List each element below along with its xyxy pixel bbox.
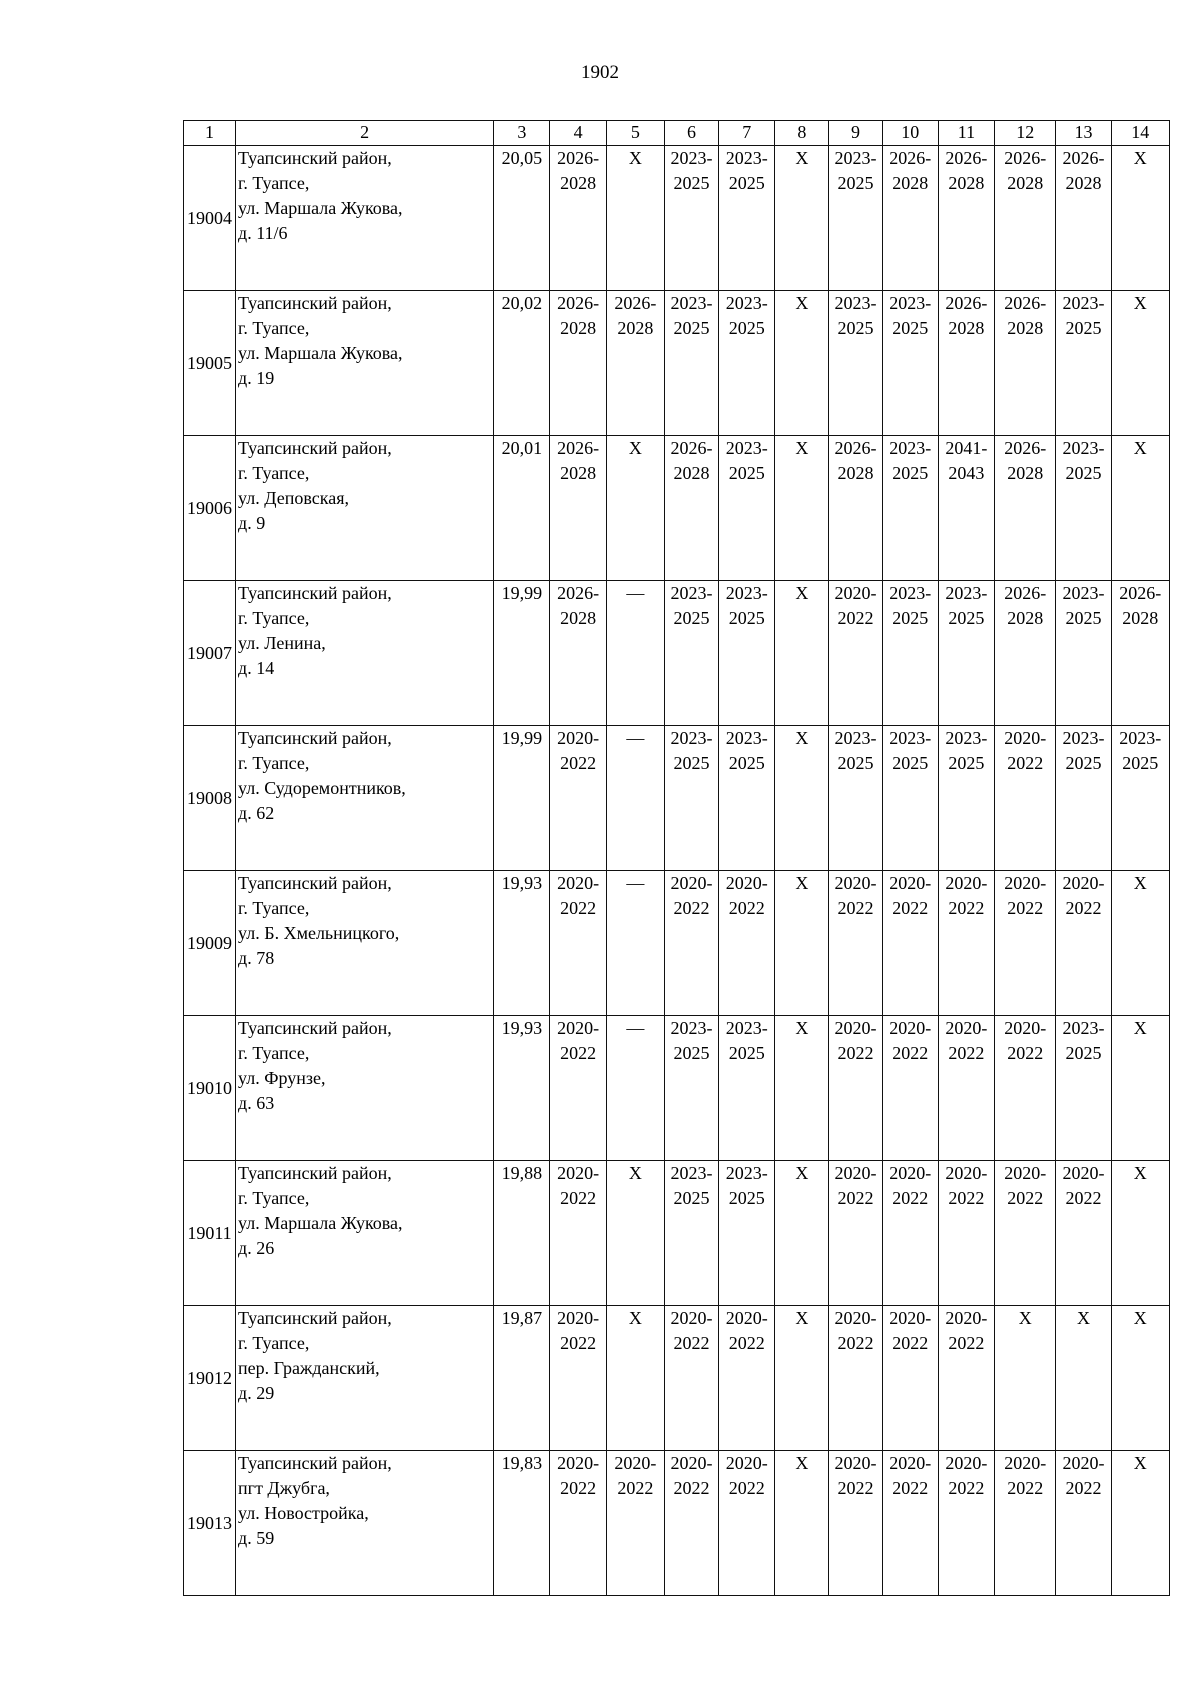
column-header: 1	[184, 121, 236, 146]
address-line: Туапсинский район,	[238, 1163, 392, 1183]
period-cell: 2020- 2022	[938, 1451, 994, 1596]
period-cell: 2020- 2022	[882, 1306, 938, 1451]
address-line: д. 62	[238, 803, 275, 823]
period-cell: X	[775, 1451, 829, 1596]
period-cell: 2023- 2025	[882, 581, 938, 726]
period-cell: 2026- 2028	[1111, 581, 1169, 726]
period-cell: 2023- 2025	[938, 726, 994, 871]
address-cell	[236, 1161, 494, 1306]
value-cell: 19,83	[494, 1451, 550, 1596]
value-cell: 20,05	[494, 146, 550, 291]
address-cell	[236, 1451, 494, 1596]
address-line: Туапсинский район,	[238, 438, 392, 458]
period-cell: 2020- 2022	[882, 1161, 938, 1306]
period-cell: 2020- 2022	[550, 1451, 606, 1596]
address-line: ул. Новостройка,	[238, 1503, 369, 1523]
period-cell: 2020- 2022	[995, 871, 1056, 1016]
period-cell: 2026- 2028	[829, 436, 882, 581]
column-header: 10	[882, 121, 938, 146]
period-cell: X	[1111, 1161, 1169, 1306]
value-cell: 20,02	[494, 291, 550, 436]
address-cell	[236, 871, 494, 1016]
period-cell: 2026- 2028	[550, 146, 606, 291]
address-line: Туапсинский район,	[238, 1018, 392, 1038]
row-number: 19005	[184, 291, 236, 436]
period-cell: 2020- 2022	[995, 1161, 1056, 1306]
address-line: д. 9	[238, 513, 266, 533]
period-cell: 2023- 2025	[719, 436, 775, 581]
period-cell: 2020- 2022	[829, 1016, 882, 1161]
address-line: Туапсинский район,	[238, 148, 392, 168]
period-cell: 2020- 2022	[1056, 1451, 1111, 1596]
row-number: 19009	[184, 871, 236, 1016]
address-line: г. Туапсе,	[238, 1188, 310, 1208]
address-line: г. Туапсе,	[238, 318, 310, 338]
column-header: 9	[829, 121, 882, 146]
period-cell: 2026- 2028	[882, 146, 938, 291]
address-line: г. Туапсе,	[238, 1043, 310, 1063]
value-cell: 19,99	[494, 726, 550, 871]
column-header: 5	[606, 121, 664, 146]
period-cell: 2026- 2028	[938, 146, 994, 291]
period-cell: X	[775, 871, 829, 1016]
address-cell	[236, 581, 494, 726]
period-cell: X	[775, 291, 829, 436]
period-cell: 2023- 2025	[829, 726, 882, 871]
address-line: ул. Деповская,	[238, 488, 349, 508]
period-cell: 2020- 2022	[606, 1451, 664, 1596]
period-cell: 2023- 2025	[719, 1016, 775, 1161]
table-row	[184, 726, 1170, 871]
address-line: г. Туапсе,	[238, 608, 310, 628]
address-cell	[236, 726, 494, 871]
period-cell: 2020- 2022	[829, 1451, 882, 1596]
period-cell: 2023- 2025	[719, 146, 775, 291]
period-cell: 2023- 2025	[1111, 726, 1169, 871]
period-cell: 2020- 2022	[1056, 1161, 1111, 1306]
row-number: 19008	[184, 726, 236, 871]
column-header: 6	[664, 121, 718, 146]
address-line: Туапсинский район,	[238, 1453, 392, 1473]
address-line: г. Туапсе,	[238, 898, 310, 918]
period-cell: 2020- 2022	[882, 1451, 938, 1596]
period-cell: 2026- 2028	[1056, 146, 1111, 291]
period-cell: 2023- 2025	[1056, 291, 1111, 436]
address-line: ул. Ленина,	[238, 633, 326, 653]
period-cell: 2023- 2025	[664, 291, 718, 436]
period-cell: 2020- 2022	[938, 1161, 994, 1306]
period-cell: 2026- 2028	[550, 581, 606, 726]
column-header: 4	[550, 121, 606, 146]
period-cell: X	[775, 436, 829, 581]
value-cell: 20,01	[494, 436, 550, 581]
address-line: ул. Маршала Жукова,	[238, 1213, 403, 1233]
period-cell: 2020- 2022	[829, 1306, 882, 1451]
period-cell: X	[1111, 1451, 1169, 1596]
address-cell	[236, 146, 494, 291]
period-cell: 2023- 2025	[1056, 726, 1111, 871]
address-line: г. Туапсе,	[238, 463, 310, 483]
period-cell: 2020- 2022	[938, 1306, 994, 1451]
period-cell: 2020- 2022	[550, 1016, 606, 1161]
period-cell: 2020- 2022	[882, 1016, 938, 1161]
period-cell: —	[606, 581, 664, 726]
address-line: пгт Джубга,	[238, 1478, 330, 1498]
period-cell: 2026- 2028	[550, 436, 606, 581]
period-cell: X	[995, 1306, 1056, 1451]
period-cell: X	[775, 146, 829, 291]
row-number: 19012	[184, 1306, 236, 1451]
period-cell: 2023- 2025	[882, 726, 938, 871]
address-line: д. 26	[238, 1238, 275, 1258]
period-cell: 2023- 2025	[719, 726, 775, 871]
period-cell: 2020- 2022	[550, 1161, 606, 1306]
table-row	[184, 581, 1170, 726]
period-cell: X	[1111, 871, 1169, 1016]
period-cell: X	[1111, 1016, 1169, 1161]
period-cell: 2020- 2022	[1056, 871, 1111, 1016]
address-line: Туапсинский район,	[238, 728, 392, 748]
column-header: 13	[1056, 121, 1111, 146]
address-line: ул. Маршала Жукова,	[238, 198, 403, 218]
address-line: д. 29	[238, 1383, 275, 1403]
period-cell: 2020- 2022	[995, 726, 1056, 871]
address-line: Туапсинский район,	[238, 583, 392, 603]
period-cell: 2020- 2022	[719, 1306, 775, 1451]
table-row	[184, 871, 1170, 1016]
period-cell: 2023- 2025	[664, 146, 718, 291]
period-cell: 2020- 2022	[882, 871, 938, 1016]
table-row	[184, 1016, 1170, 1161]
row-number: 19006	[184, 436, 236, 581]
period-cell: 2026- 2028	[938, 291, 994, 436]
period-cell: 2023- 2025	[719, 581, 775, 726]
address-line: Туапсинский район,	[238, 873, 392, 893]
table-row	[184, 291, 1170, 436]
period-cell: 2023- 2025	[882, 291, 938, 436]
period-cell: X	[775, 1306, 829, 1451]
period-cell: 2023- 2025	[719, 1161, 775, 1306]
address-line: г. Туапсе,	[238, 753, 310, 773]
table-row	[184, 436, 1170, 581]
value-cell: 19,88	[494, 1161, 550, 1306]
address-line: Туапсинский район,	[238, 1308, 392, 1328]
table-body	[184, 146, 1170, 1596]
period-cell: 2020- 2022	[550, 726, 606, 871]
period-cell: 2026- 2028	[995, 146, 1056, 291]
period-cell: 2020- 2022	[829, 1161, 882, 1306]
schedule-table	[183, 120, 1170, 1596]
period-cell: 2041- 2043	[938, 436, 994, 581]
period-cell: 2020- 2022	[829, 581, 882, 726]
address-cell	[236, 436, 494, 581]
period-cell: 2020- 2022	[719, 871, 775, 1016]
column-header: 8	[775, 121, 829, 146]
period-cell: X	[1056, 1306, 1111, 1451]
table-row	[184, 1306, 1170, 1451]
period-cell: 2020- 2022	[664, 1306, 718, 1451]
value-cell: 19,93	[494, 1016, 550, 1161]
period-cell: 2020- 2022	[719, 1451, 775, 1596]
period-cell: X	[606, 436, 664, 581]
period-cell: 2023- 2025	[882, 436, 938, 581]
address-line: д. 14	[238, 658, 275, 678]
period-cell: X	[1111, 436, 1169, 581]
period-cell: 2020- 2022	[550, 1306, 606, 1451]
period-cell: 2023- 2025	[719, 291, 775, 436]
row-number: 19007	[184, 581, 236, 726]
page-number: 1902	[581, 62, 619, 83]
period-cell: 2026- 2028	[995, 436, 1056, 581]
address-line: пер. Гражданский,	[238, 1358, 380, 1378]
address-line: ул. Фрунзе,	[238, 1068, 326, 1088]
address-line: д. 78	[238, 948, 275, 968]
value-cell: 19,93	[494, 871, 550, 1016]
row-number: 19013	[184, 1451, 236, 1596]
address-line: г. Туапсе,	[238, 1333, 310, 1353]
period-cell: —	[606, 726, 664, 871]
row-number: 19004	[184, 146, 236, 291]
row-number: 19010	[184, 1016, 236, 1161]
period-cell: X	[1111, 1306, 1169, 1451]
period-cell: X	[606, 146, 664, 291]
address-cell	[236, 291, 494, 436]
address-line: д. 63	[238, 1093, 275, 1113]
value-cell: 19,87	[494, 1306, 550, 1451]
period-cell: X	[775, 1016, 829, 1161]
period-cell: 2020- 2022	[550, 871, 606, 1016]
period-cell: X	[1111, 291, 1169, 436]
address-cell	[236, 1306, 494, 1451]
period-cell: 2023- 2025	[664, 1161, 718, 1306]
period-cell: X	[775, 581, 829, 726]
period-cell: 2023- 2025	[938, 581, 994, 726]
period-cell: 2026- 2028	[606, 291, 664, 436]
period-cell: 2023- 2025	[1056, 436, 1111, 581]
address-line: д. 59	[238, 1528, 275, 1548]
period-cell: 2020- 2022	[938, 871, 994, 1016]
column-header: 2	[236, 121, 494, 146]
period-cell: X	[1111, 146, 1169, 291]
period-cell: 2023- 2025	[829, 146, 882, 291]
period-cell: 2023- 2025	[1056, 1016, 1111, 1161]
address-line: д. 19	[238, 368, 275, 388]
period-cell: 2020- 2022	[664, 1451, 718, 1596]
column-header: 7	[719, 121, 775, 146]
table-row	[184, 146, 1170, 291]
header-row	[184, 121, 1170, 146]
address-line: Туапсинский район,	[238, 293, 392, 313]
period-cell: —	[606, 1016, 664, 1161]
period-cell: 2023- 2025	[664, 726, 718, 871]
table-row	[184, 1161, 1170, 1306]
period-cell: 2026- 2028	[995, 581, 1056, 726]
column-header: 3	[494, 121, 550, 146]
address-line: д. 11/6	[238, 223, 288, 243]
address-line: ул. Б. Хмельницкого,	[238, 923, 400, 943]
period-cell: 2023- 2025	[664, 1016, 718, 1161]
column-header: 12	[995, 121, 1056, 146]
address-line: г. Туапсе,	[238, 173, 310, 193]
address-line: ул. Маршала Жукова,	[238, 343, 403, 363]
period-cell: 2026- 2028	[664, 436, 718, 581]
period-cell: 2020- 2022	[829, 871, 882, 1016]
period-cell: 2023- 2025	[1056, 581, 1111, 726]
period-cell: 2026- 2028	[550, 291, 606, 436]
value-cell: 19,99	[494, 581, 550, 726]
address-line: ул. Судоремонтников,	[238, 778, 406, 798]
row-number: 19011	[184, 1161, 236, 1306]
period-cell: 2020- 2022	[938, 1016, 994, 1161]
period-cell: 2020- 2022	[995, 1016, 1056, 1161]
period-cell: X	[775, 726, 829, 871]
period-cell: X	[606, 1161, 664, 1306]
period-cell: X	[606, 1306, 664, 1451]
period-cell: X	[775, 1161, 829, 1306]
period-cell: 2023- 2025	[829, 291, 882, 436]
period-cell: 2023- 2025	[664, 581, 718, 726]
period-cell: 2020- 2022	[995, 1451, 1056, 1596]
table-row	[184, 1451, 1170, 1596]
column-header: 11	[938, 121, 994, 146]
period-cell: 2026- 2028	[995, 291, 1056, 436]
address-cell	[236, 1016, 494, 1161]
period-cell: 2020- 2022	[664, 871, 718, 1016]
period-cell: —	[606, 871, 664, 1016]
column-header: 14	[1111, 121, 1169, 146]
